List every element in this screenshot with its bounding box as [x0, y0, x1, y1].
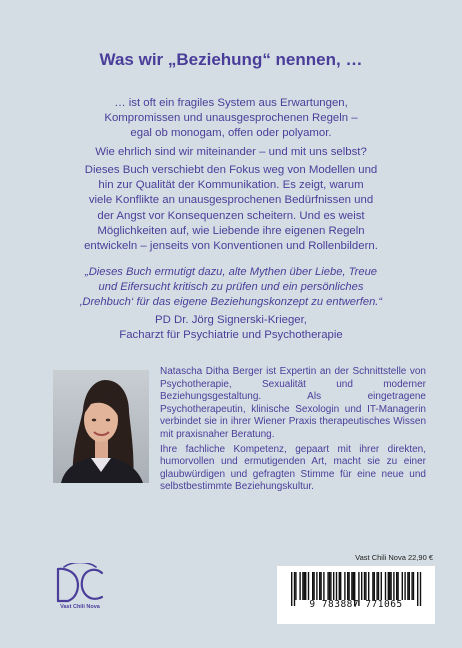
portrait-image: [53, 370, 149, 483]
quote-attribution: [40, 313, 422, 343]
body-line: Dieses Buch verschiebt den Fokus weg von Modellen und: [84, 164, 378, 176]
barcode-bar: [404, 572, 405, 600]
intro-line: egal ob monogam, offen oder polyamor.: [130, 127, 332, 139]
barcode-bar: [390, 572, 391, 600]
barcode-bar: [319, 572, 320, 600]
body-line: Möglichkeiten auf, wie Liebende ihre eigenen Regeln: [97, 224, 365, 237]
barcode-bar: [327, 572, 328, 600]
barcode-bar: [397, 572, 398, 600]
barcode-bar: [304, 572, 305, 600]
attribution-name: PD Dr. Jörg Signerski-Krieger,: [155, 314, 307, 326]
barcode-bar: [402, 572, 403, 600]
barcode-bar: [340, 572, 341, 600]
barcode-bar: [295, 572, 296, 600]
barcode-bar: [308, 572, 309, 600]
question-line: Wie ehrlich sind wir miteinander – und mit uns selbst?: [95, 146, 367, 158]
publisher-logo-text: Vast Chili Nova: [60, 604, 100, 610]
barcode-bar: [351, 572, 352, 600]
intro-line: … ist oft ein fragiles System aus Erwartungen,: [114, 97, 348, 109]
barcode-bar: [407, 572, 408, 600]
barcode-bar: [361, 572, 362, 600]
attribution-title: Facharzt für Psychiatrie und Psychotherapie: [119, 329, 343, 341]
body-line: hin zur Qualität der Kommunikation. Es zeigt, warum: [98, 179, 364, 192]
barcode-bar: [411, 572, 412, 600]
body-line: der Angst vor Konsequenzen scheitern. Und es weist: [97, 209, 365, 222]
barcode-bar: [372, 572, 373, 600]
barcode-bar: [339, 572, 340, 600]
barcode-bar: [393, 572, 394, 600]
barcode-bar: [313, 572, 314, 600]
barcode-bar: [374, 572, 375, 600]
barcode-bar: [381, 572, 382, 600]
barcode-bar: [413, 572, 414, 600]
barcode-bar: [385, 572, 386, 600]
barcode-block: [277, 553, 435, 625]
barcode-bar: [312, 572, 313, 600]
barcode-bar: [376, 572, 377, 600]
barcode-bar: [336, 572, 337, 600]
barcode-background: [277, 566, 435, 624]
body-line: entwickeln – jenseits von Konventionen und Rollenbildern.: [84, 240, 378, 253]
barcode-bar: [330, 572, 331, 600]
barcode-bar: [299, 572, 300, 600]
body-text: [36, 163, 426, 254]
barcode-bar: [389, 572, 390, 600]
barcode-bar: [344, 572, 345, 600]
barcode-bar: [329, 572, 330, 600]
intro-line: Kompromissen und unausgesprochenen Regeln –: [104, 112, 358, 124]
barcode-bar: [364, 572, 365, 600]
publisher-logo: [52, 563, 108, 619]
publisher-logo-icon: [52, 563, 108, 607]
bio-paragraph: Natascha Ditha Berger ist Expertin an der Schnittstelle von Psychotherapie, Sexualität und moderner Beziehungsgestaltung. Als eingetragene Psychotherapeutin, klinische Sexologin und IT-Managerin verbindet sie in ihrer Wiener Praxis therapeutisches Wissen mit praxisnaher Beratung.: [160, 366, 426, 440]
quote-line: ‚Drehbuch‘ für das eigene Beziehungskonzept zu entwerfen.“: [79, 296, 383, 308]
headline: Was wir „Beziehung“ nennen, …: [99, 50, 363, 69]
bio-paragraph: Ihre fachliche Kompetenz, gepaart mit ihrer direkten, humorvollen und ermutigenden Art, macht sie zu einer glaubwürdigen und gefragten Stimme für eine neue und selbstbestimmte Beziehungskultur.: [160, 443, 426, 493]
barcode-bar: [368, 572, 369, 600]
barcode-bar: [302, 572, 303, 600]
barcode-bar: [388, 572, 389, 600]
intro-text: [60, 96, 402, 141]
barcode-bar: [305, 572, 306, 600]
barcode-bar: [353, 572, 354, 600]
author-portrait: [53, 370, 149, 483]
quote-line: und Eifersucht kritisch zu prüfen und ein persönliches: [98, 281, 364, 293]
barcode-bar: [348, 572, 349, 600]
isbn-number: 9 783887 771065: [309, 599, 403, 610]
barcode-bar: [378, 572, 379, 600]
price-caption: Vast Chili Nova 22,90 €: [355, 553, 433, 562]
barcode-bar: [333, 572, 334, 600]
author-bio: [160, 366, 426, 496]
barcode-bar: [365, 572, 366, 600]
barcode-bar: [316, 572, 317, 600]
quote-line: „Dieses Buch ermutigt dazu, alte Mythen über Liebe, Treue: [84, 266, 378, 278]
barcode-bar: [347, 572, 348, 600]
barcode-bar: [323, 572, 324, 600]
testimonial-quote: [32, 265, 430, 310]
barcode-bar: [320, 572, 321, 600]
body-line: viele Konflikte an unausgesprochenen Bedürfnissen und: [88, 194, 374, 207]
barcode-bar: [409, 572, 410, 600]
barcode-bar: [396, 572, 397, 600]
